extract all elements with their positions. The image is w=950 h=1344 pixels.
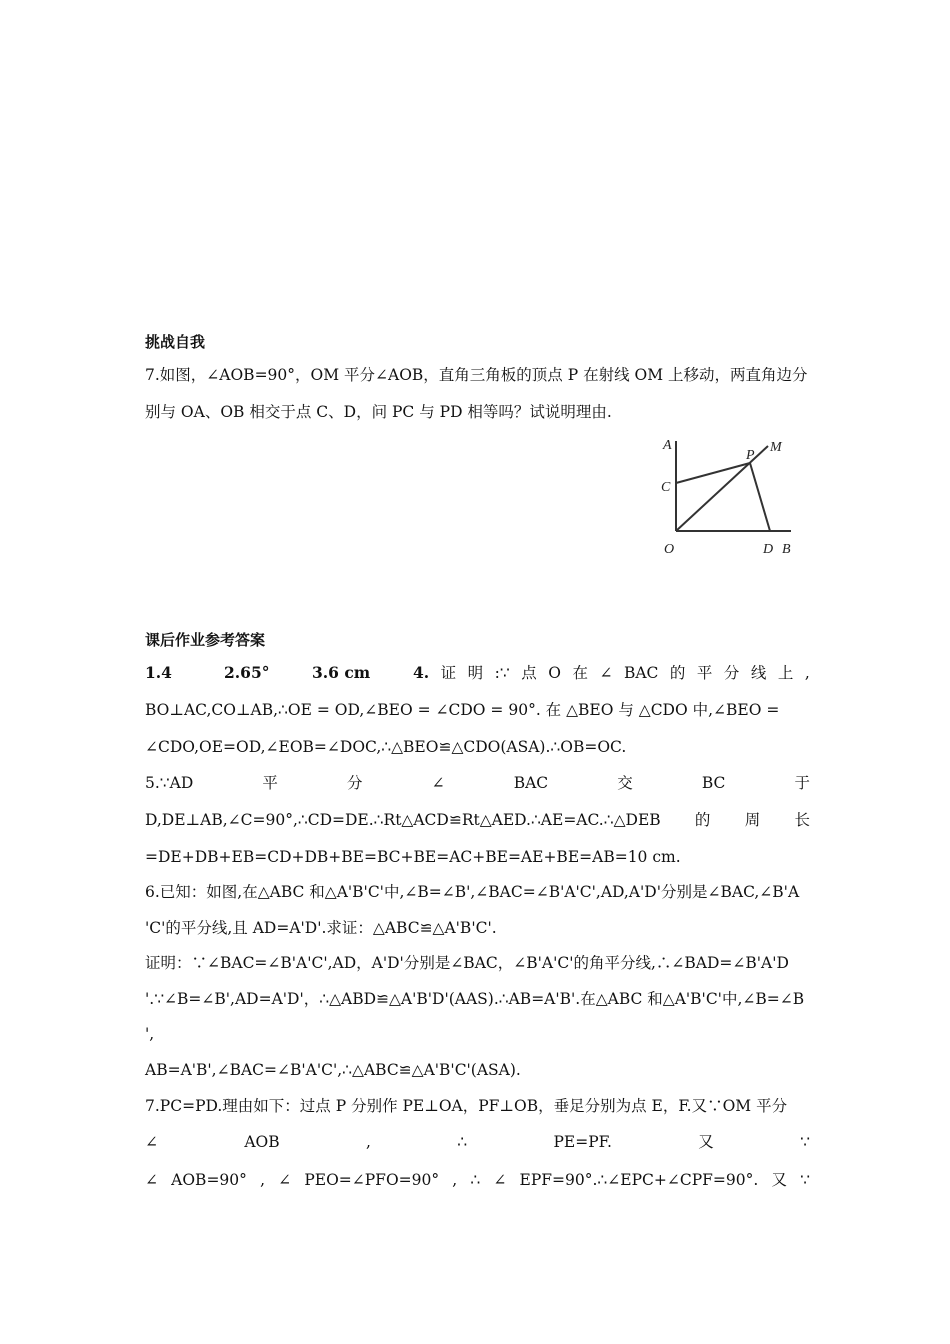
label-o: O [664,542,675,557]
token: ∴ [457,1133,468,1151]
answer-row-3: ∠CDO,OE=OD,∠EOB=∠DOC,∴△BEO≌△CDO(ASA).∴OB=OC. [145,738,627,756]
token: D,DE⊥AB,∠C=90°,∴CD=DE.∴Rt△ACD≌Rt△AED.∴AE=AC.∴△DEB [145,811,661,829]
token: BC [701,774,726,792]
answer-row-7: 6.已知：如图,在△ABC 和△A'B'C'中,∠B=∠B',∠BAC=∠B'A'C',AD,A'D'分别是∠BAC,∠B'A [145,883,800,901]
answer-row-4 [145,772,810,794]
answer-row-15 [145,1169,810,1191]
token: 的 [694,811,711,829]
token: 长 [794,811,810,829]
question-7-line-2: 别与 OA、OB 相交于点 C、D，问 PC 与 PD 相等吗？试说明理由. [145,403,612,421]
token: BAC [623,664,659,682]
token: EPF=90°.∴∠EPC+∠CPF=90°. [519,1171,759,1189]
challenge-heading: 挑战自我 [145,333,206,351]
token: O [548,664,561,682]
token: BAC [513,774,549,792]
answer-1: 1.4 [145,663,172,682]
token: 的 [669,664,686,682]
token: , [804,664,810,682]
answer-row-14 [145,1131,810,1153]
label-d: D [763,542,774,557]
answer-4-num: 4. [413,663,430,682]
answer-3: 3.6 cm [312,663,371,682]
token: 在 [572,664,588,682]
token: ∴ [470,1171,481,1189]
token: 点 [521,664,537,682]
token: ∠ [431,774,445,792]
answer-row-9: 证明：∵∠BAC=∠B'A'C',AD，A'D'分别是∠BAC，∠B'A'C'的角平分线,∴∠BAD=∠B'A'D [145,954,789,972]
label-p: P [746,448,755,463]
token: 周 [744,811,761,829]
token: PE=PF. [553,1133,612,1151]
answer-4-start [413,662,810,684]
answer-row-5 [145,809,810,831]
answer-row-11: ', [145,1025,155,1043]
token: ∵ [800,1133,810,1151]
answer-row-6: =DE+DB+EB=CD+DB+BE=BC+BE=AC+BE=AE+BE=AB=10 cm. [145,848,681,866]
question-7-line-1: 7.如图，∠AOB=90°，OM 平分∠AOB，直角三角板的顶点 P 在射线 OM 上移动，两直角边分 [145,366,808,384]
token: AOB [244,1133,280,1151]
token: 又 [698,1133,714,1151]
token: 证 [440,664,457,682]
label-m: M [770,440,782,455]
token: , [452,1171,458,1189]
token: 又 [771,1171,787,1189]
token: 线 [750,664,767,682]
label-b: B [782,542,791,557]
geometry-figure [658,433,798,563]
label-c: C [661,480,671,495]
token: 分 [723,664,740,682]
label-a: A [663,438,672,453]
token: , [365,1133,371,1151]
token: 于 [794,774,810,792]
token: 5.∵AD [145,774,194,792]
segment-pd [750,463,770,531]
answer-row-8: 'C'的平分线,且 AD=A'D'.求证：△ABC≌△A'B'C'. [145,919,497,937]
token: ∠ [599,664,613,682]
token: :∵ [494,664,510,682]
token: ∠ [145,1171,158,1189]
answer-2: 2.65° [224,663,270,682]
token: 明 [467,664,484,682]
token: ∠ [278,1171,292,1189]
answer-row-13: 7.PC=PD.理由如下：过点 P 分别作 PE⊥OA，PF⊥OB，垂足分别为点 E，F.又∵OM 平分 [145,1097,788,1115]
answer-row-10: '.∵∠B=∠B',AD=A'D'，∴△ABD≌△A'B'D'(AAS).∴AB=A'B'.在△ABC 和△A'B'C'中,∠B=∠B [145,990,805,1008]
token: 分 [346,774,363,792]
token: 平 [696,664,713,682]
token: ∠ [145,1133,158,1151]
token: 交 [617,774,633,792]
token: 平 [262,774,278,792]
token: ∠ [493,1171,507,1189]
answers-heading: 课后作业参考答案 [145,631,266,649]
token: 上 [777,664,794,682]
answer-row-12: AB=A'B',∠BAC=∠B'A'C',∴△ABC≌△A'B'C'(ASA). [145,1061,521,1079]
token: , [260,1171,266,1189]
token: ∵ [800,1171,810,1189]
answer-row-2: BO⊥AC,CO⊥AB,∴OE = OD,∠BEO = ∠CDO = 90°. 在 △BEO 与 △CDO 中,∠BEO = [145,701,780,719]
token: PEO=∠PFO=90° [304,1171,440,1189]
token: AOB=90° [171,1171,247,1189]
